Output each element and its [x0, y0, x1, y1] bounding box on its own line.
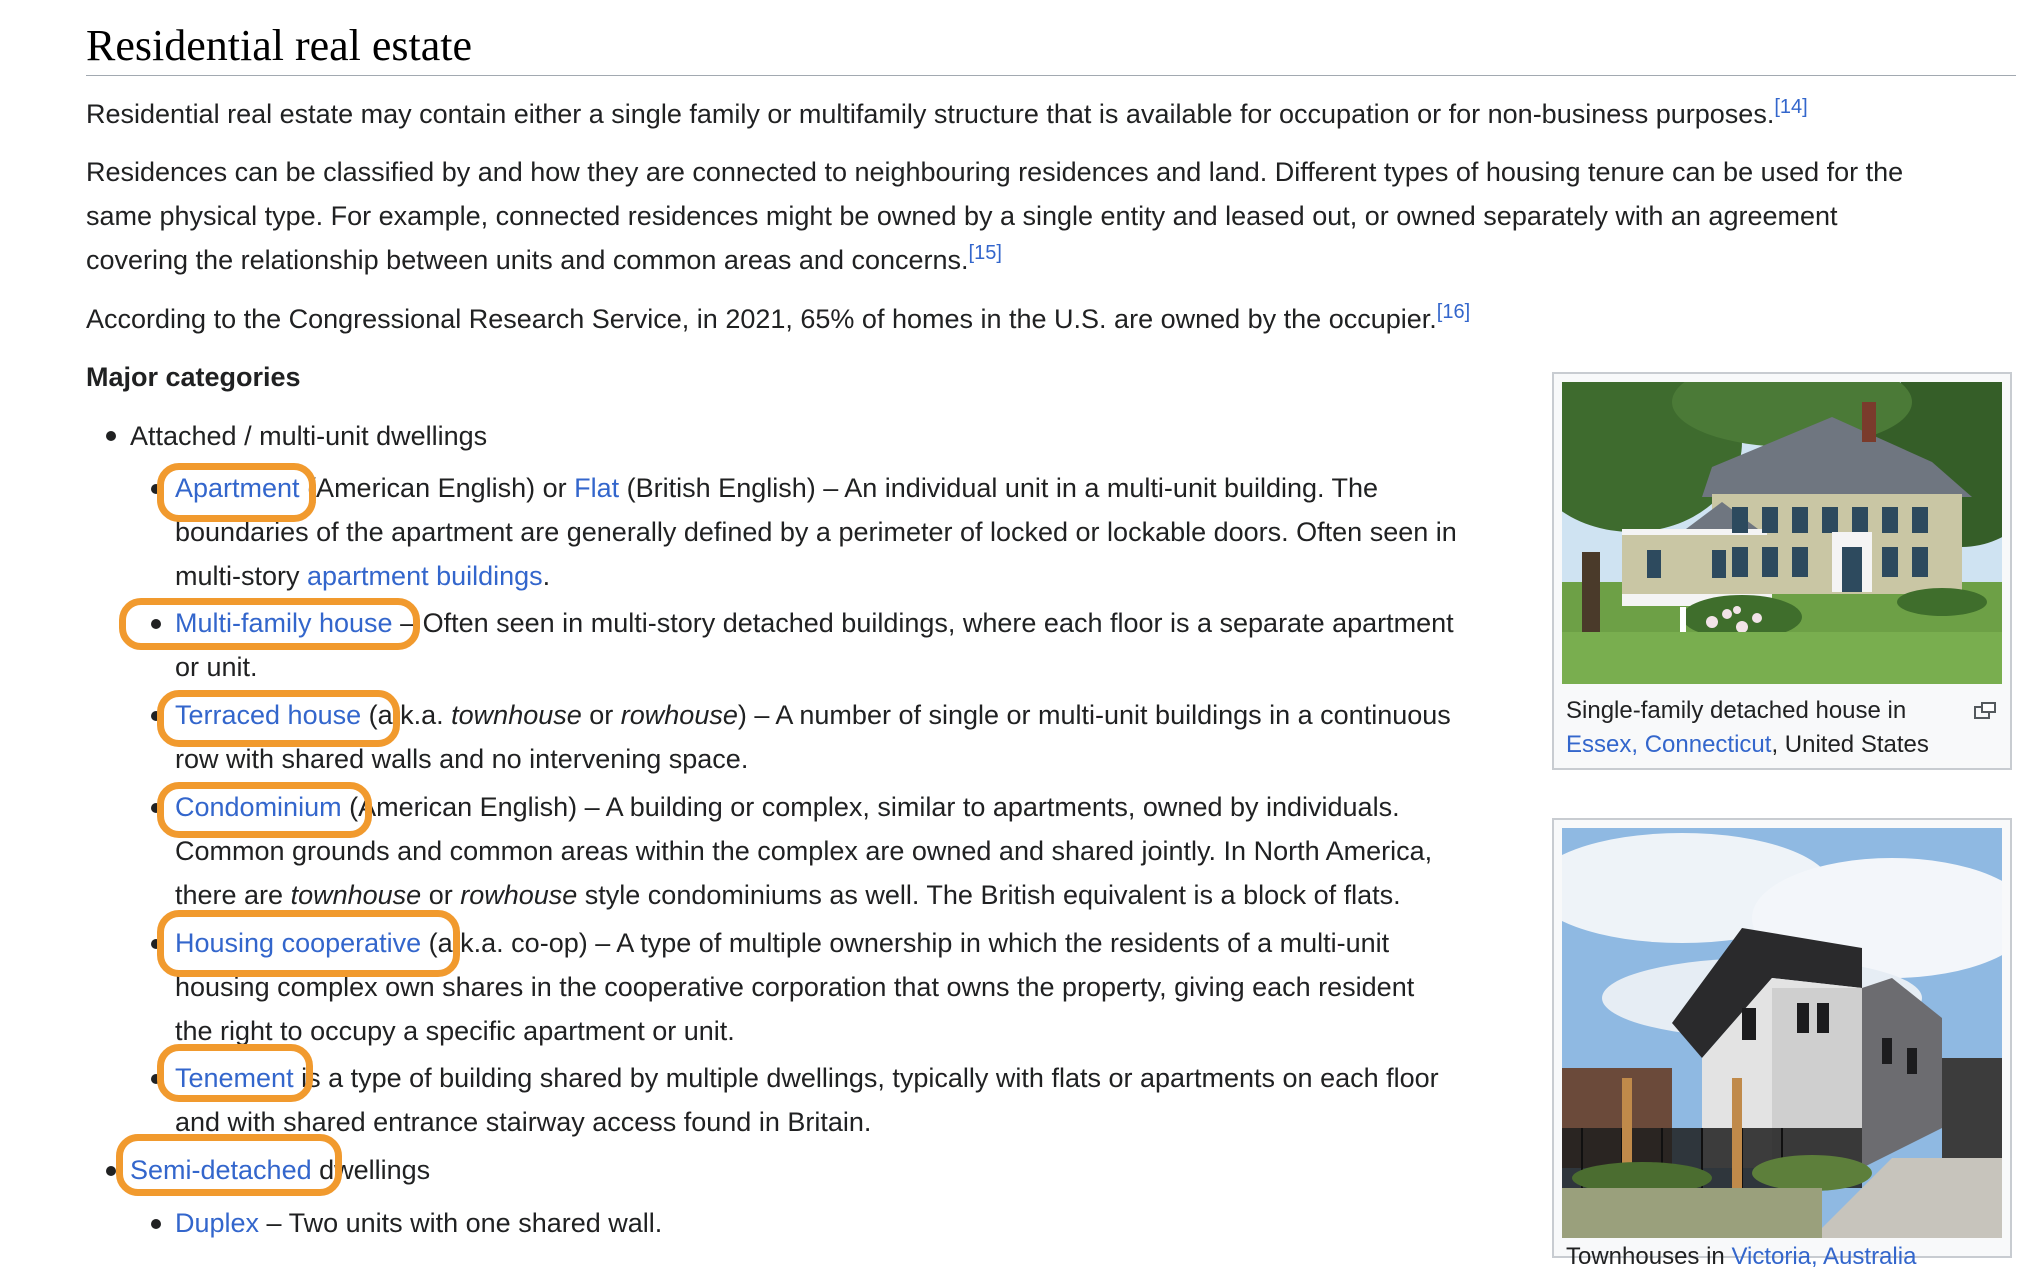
terraced-house-link[interactable]: Terraced house: [175, 700, 362, 730]
tenement-text-1: is a type of building shared by multiple dwellings, typically with flats or apartments on each floor: [293, 1063, 1439, 1093]
condominium-line-3-c: style condominiums as well. The British equivalent is a block of flats.: [577, 880, 1401, 910]
paragraph-3-text: According to the Congressional Research Service, in 2021, 65% of homes in the U.S. are owned by the occupier.: [86, 304, 1437, 334]
coop-text-1: (a.k.a. co-op) – A type of multiple ownership in which the residents of a multi-unit: [421, 928, 1390, 958]
apartment-buildings-link[interactable]: apartment buildings: [307, 561, 543, 591]
apartment-line-2: boundaries of the apartment are generally defined by a perimeter of locked or lockable doors. Often seen in: [175, 517, 1457, 547]
reference-link-16[interactable]: [16]: [1436, 301, 1471, 323]
condominium-line-3-b: or: [421, 880, 461, 910]
terraced-text-2: or: [581, 700, 621, 730]
apartment-text-2: (British English) – An individual unit in a multi-unit building. The: [619, 473, 1379, 503]
heading-divider: [86, 75, 2016, 76]
bullet-tenement: [151, 1074, 161, 1084]
house-caption-text-1: Single-family detached house in: [1566, 697, 1907, 724]
flat-link[interactable]: Flat: [574, 473, 620, 503]
terraced-line-2: row with shared walls and no intervening space.: [175, 744, 749, 774]
bullet-multi-family: [151, 619, 161, 629]
duplex-text: – Two units with one shared wall.: [259, 1208, 663, 1238]
condominium-line-3-a: there are: [175, 880, 291, 910]
paragraph-1: [86, 92, 1808, 136]
bullet-terraced: [151, 711, 161, 721]
magnify-icon-svg: [1974, 702, 1996, 720]
reference-link-14[interactable]: [14]: [1774, 96, 1808, 118]
housing-cooperative-link[interactable]: Housing cooperative: [175, 928, 422, 958]
list-item-duplex: [175, 1201, 662, 1245]
bullet-duplex: [151, 1219, 161, 1229]
condominium-italic-1: townhouse: [290, 880, 422, 910]
townhouse-photo-svg: [1562, 828, 2002, 1238]
paragraph-2-line-2: same physical type. For example, connected residences might be owned by a single entity and leased out, or owned separately with an agreement: [86, 201, 1838, 231]
house-caption-text-2: , United States: [1771, 731, 1929, 758]
multi-family-text: – Often seen in multi-story detached buildings, where each floor is a separate apartment: [392, 608, 1454, 638]
list-item-apartment: [175, 466, 1457, 598]
figure-townhouses: [1552, 818, 2012, 1270]
terraced-italic-1: townhouse: [451, 700, 582, 730]
bullet-semi-detached: [106, 1166, 116, 1176]
paragraph-2: [86, 150, 1903, 282]
tenement-line-2: and with shared entrance stairway access found in Britain.: [175, 1107, 872, 1137]
condominium-link[interactable]: Condominium: [175, 792, 342, 822]
multi-family-line-2: or unit.: [175, 652, 258, 682]
terraced-text-1: (a.k.a.: [361, 700, 452, 730]
condominium-italic-2: rowhouse: [460, 880, 578, 910]
list-item-condominium: [175, 785, 1432, 917]
house-photo[interactable]: [1562, 382, 2002, 684]
list-item-attached: Attached / multi-unit dwellings: [130, 421, 488, 451]
section-heading: Residential real estate: [86, 21, 473, 70]
list-item-semi-detached: [130, 1148, 430, 1192]
townhouse-caption: [1566, 1240, 1966, 1274]
victoria-australia-link[interactable]: Victoria, Australia: [1731, 1243, 1917, 1270]
figure-single-family-house: [1552, 372, 2012, 770]
townhouse-caption-text: Townhouses in: [1566, 1243, 1732, 1270]
semi-detached-text: dwellings: [311, 1155, 431, 1185]
tenement-link[interactable]: Tenement: [175, 1063, 294, 1093]
list-item-tenement: [175, 1056, 1439, 1144]
apartment-link[interactable]: Apartment: [175, 473, 300, 503]
bullet-condominium: [151, 803, 161, 813]
duplex-link[interactable]: Duplex: [175, 1208, 260, 1238]
reference-link-15[interactable]: [15]: [968, 242, 1002, 264]
paragraph-1-text: Residential real estate may contain either a single family or multifamily structure that is available for occupation or for non-business purposes.: [86, 99, 1775, 129]
terraced-italic-2: rowhouse: [620, 700, 738, 730]
paragraph-2-line-3: covering the relationship between units and common areas and concerns.: [86, 245, 969, 275]
essex-connecticut-link[interactable]: Essex, Connecticut: [1566, 731, 1772, 758]
semi-detached-link[interactable]: Semi-detached: [130, 1155, 312, 1185]
bullet-attached: [106, 431, 116, 441]
paragraph-2-line-1: Residences can be classified by and how they are connected to neighbouring residences and land. Different types of housing tenure can be used for the: [86, 157, 1904, 187]
townhouse-photo[interactable]: [1562, 828, 2002, 1238]
bullet-apartment: [151, 484, 161, 494]
coop-line-3: the right to occupy a specific apartment or unit.: [175, 1016, 735, 1046]
list-item-terraced: [175, 693, 1451, 781]
condominium-line-2: Common grounds and common areas within the complex are owned and shared jointly. In North America,: [175, 836, 1433, 866]
house-caption: [1566, 694, 1966, 762]
magnify-icon[interactable]: [1974, 702, 1996, 720]
bullet-coop: [151, 939, 161, 949]
condominium-text-1: (American English) – A building or complex, similar to apartments, owned by individuals.: [341, 792, 1400, 822]
list-item-coop: [175, 921, 1414, 1053]
apartment-text-1: (American English) or: [299, 473, 575, 503]
terraced-text-3: ) – A number of single or multi-unit buildings in a continuous: [737, 700, 1451, 730]
apartment-line-3: multi-story: [175, 561, 308, 591]
coop-line-2: housing complex own shares in the cooperative corporation that owns the property, giving each resident: [175, 972, 1415, 1002]
list-item-multi-family: [175, 601, 1454, 689]
paragraph-3: [86, 297, 1470, 341]
house-photo-svg: [1562, 382, 2002, 684]
apartment-line-3-end: .: [542, 561, 551, 591]
major-categories-heading: Major categories: [86, 362, 301, 392]
multi-family-house-link[interactable]: Multi-family house: [175, 608, 393, 638]
